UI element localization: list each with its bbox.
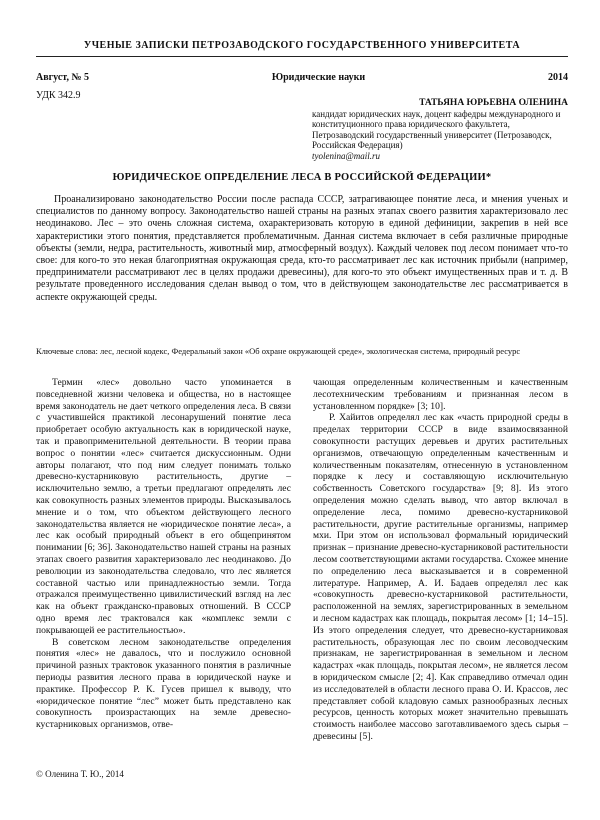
paragraph: Термин «лес» довольно часто упоминается в повседневной жизни человека и общества, но в настоящее время законодатель не дает четкого определения леса. В связи с участившейся практикой лесонарушений понятие леса приобретает особую актуальность как в юридической науке, так и правоприменительной деятельности. В теории права вопрос о понятии «лес» считается дискуссионным. Одни авторы полагают, что под ним следует понимать только древесно-кустарниковую растительность, другие – исключительно землю, а третьи предлагают определять лес как совокупность разных элементов природы. Высказывалось мнение и о том, что объектом действующего лесного законодательства является не «юридическое понятие леса», а лес как особый природный объект в его общепринятом понимании [6; 36]. Законодательство нашей страны на разных этапах своего развития характеризовало лес неодинаково. До революции из законодательства следовало, что лес является составной частью или принадлежностью земли. Тогда отражался преимущественно цивилистический взгляд на лес как на объект гражданско-правовых отношений. В СССР одно время лес трактовался как «комплекс земли с покрывающей ее растительностью».: [36, 377, 291, 636]
author-block: [300, 98, 568, 161]
copyright: © Оленина Т. Ю., 2014: [36, 769, 124, 779]
section-name: Юридические науки: [271, 72, 366, 83]
abstract: Проанализировано законодательство России после распада СССР, затрагивающее понятие леса, и мнения ученых и специалистов по данному вопросу. Законодательство нашей страны на разных этапах своего развития характеризовало лес неодинаково. Лес – это очень сложная система, охарактеризовать которую в единой дефиниции, закрепив в ней все характеристики этого понятия, представляется проблематичным. Данная система включает в себя различные природные объекты (земли, недра, растительность, животный мир, атмосферный воздух). Каждый человек под лесом понимает что-то свое: для кого-то это некая благоприятная окружающая среда, кто-то рассматривает лес как источник прибыли (например, предприниматели рассматривают лес в целях продажи древесины), для кого-то это объект имущественных прав и т. д. В результате проведенного исследования сделан вывод о том, что в действующем законодательстве лес рассматривается в аспекте окружающей среды.: [36, 194, 568, 303]
article-title: ЮРИДИЧЕСКОЕ ОПРЕДЕЛЕНИЕ ЛЕСА В РОССИЙСКОЙ ФЕДЕРАЦИИ*: [112, 172, 492, 183]
author-affiliation: кандидат юридических наук, доцент кафедры международного и конституционного права юридического факультета, Петрозаводский государственный университет (Петрозаводск, Российская Федерация): [312, 108, 561, 150]
paragraph: чающая определенным количественным и качественным лесотехническим требованиям и признанная лесом в установленном порядке» [3; 10].: [313, 377, 568, 412]
journal-title: УЧЕНЫЕ ЗАПИСКИ ПЕТРОЗАВОДСКОГО ГОСУДАРСТВЕННОГО УНИВЕРСИТЕТА: [83, 40, 521, 51]
udk-code: УДК 342.9: [36, 90, 81, 101]
issue-row: [36, 72, 568, 83]
body-column-right: [313, 377, 568, 743]
body-column-left: [36, 377, 291, 731]
paragraph: Р. Хайитов определял лес как «часть природной среды в пределах территории СССР в виде взаимосвязанной совокупности растущих деревьев и других растительных организмов, отвечающую определенным качественным и количественным показателям, отнесенную в установленном порядке к лесу и составляющую исключительную собственность Советского государства» [9; 8]. Из этого определения можно сделать вывод, что автор включал в определение леса, помимо древесно-кустарниковой растительности, другие растительные организмы, например мхи. При этом он использовал формальный юридический признак – признание древесно-кустарниковой растительности лесом соответствующими актами государства. Схожее мнение по определению леса высказывается и в современной литературе. Например, А. И. Бадаев определял лес как «совокупность древесно-кустарниковой растительности, расположенной на землях, зарегистрированных в земельном и лесном кадастрах как площадь, покрытая лесом» [1; 14–15]. Из этого определения следует, что древесно-кустарниковая растительность, образующая лес по своим лесоводческим признакам, не зарегистрированная в земельном и лесном кадастрах «как площадь, покрытая лесом», не является лесом в юридическом смысле [2; 4]. Как справедливо отмечал один из исследователей в области лесного права О. И. Крассов, лес представляет собой кладовую самых разнообразных лесных ресурсов, ценность которых может значительно превышать стоимость наиболее массово заготавливаемого здесь сырья – древесины [5].: [313, 412, 568, 742]
issue-number: Август, № 5: [36, 72, 90, 83]
author-email[interactable]: tyolenina@mail.ru: [312, 150, 381, 161]
issue-year: 2014: [547, 72, 568, 83]
author-name: ТАТЬЯНА ЮРЬЕВНА ОЛЕНИНА: [419, 98, 568, 108]
keywords: Ключевые слова: лес, лесной кодекс, Федеральный закон «Об охране окружающей среде», экологическая система, природный ресурс: [36, 346, 521, 356]
header-rule: [36, 56, 568, 57]
paragraph: В советском лесном законодательстве определения понятия «лес» не давалось, что и послужило основной причиной разных трактовок указанного понятия в различные периоды развития лесного права в юридической науке и практике. Профессор Р. К. Гусев пришел к выводу, что «юридическое понятие “лес” может быть представлено как совокупность произрастающих на земле древесно-кустарниковых организмов, отве-: [36, 636, 291, 731]
